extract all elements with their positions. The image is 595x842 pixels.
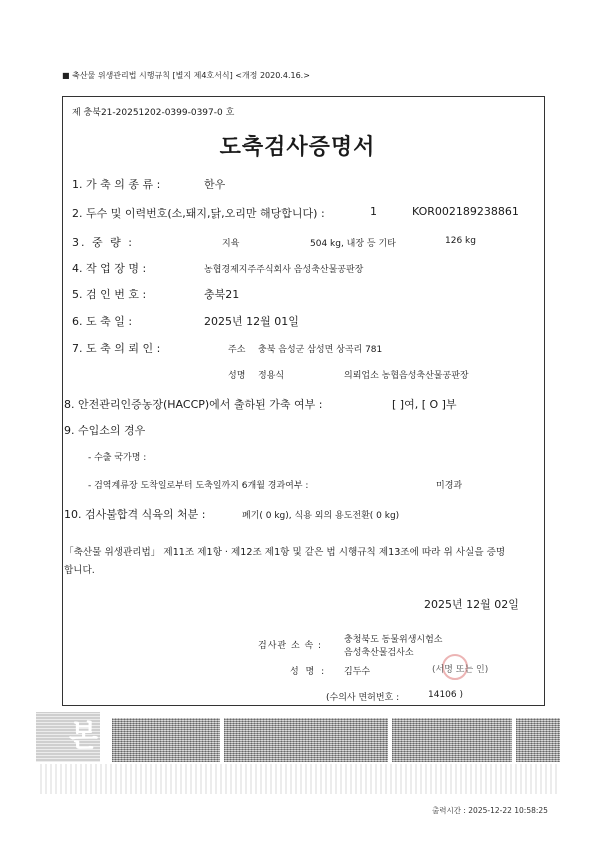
item-2-count: 1 [370, 205, 377, 218]
certification-text-line-2: 합니다. [64, 565, 95, 576]
item-2-trace-number: KOR002189238861 [412, 205, 519, 218]
item-6-value: 2025년 12월 01일 [204, 315, 299, 328]
security-pattern-3 [392, 718, 512, 762]
item-7-address-label: 주소 [228, 345, 246, 355]
license-label: (수의사 면허번호 : [326, 693, 400, 703]
original-mark: 본 [36, 712, 100, 762]
item-7-name-label: 성명 [228, 371, 246, 381]
item-7-address: 충북 음성군 삼성면 상곡리 781 [258, 345, 383, 355]
item-8-label: 8. 안전관리인증농장(HACCP)에서 출하된 가축 여부 : [64, 398, 323, 411]
item-9-label: 9. 수입소의 경우 [64, 424, 146, 437]
item-2-label: 2. 두수 및 이력번호(소,돼지,닭,오리만 해당합니다) : [72, 207, 325, 220]
item-10-value: 폐기( 0 kg), 식용 외의 용도전환( 0 kg) [242, 511, 400, 521]
seal-caption: (서명 또는 인) [432, 665, 489, 675]
inspector-org-line-2: 음성축산물검사소 [344, 648, 414, 658]
certification-text-line-1: 「축산물 위생관리법」 제11조 제1항 · 제12조 제1항 및 같은 법 시행규칙 제13조에 따라 위 사실을 증명 [64, 547, 506, 558]
item-1-label: 1. 가 축 의 종 류 : [72, 178, 161, 191]
item-3-label: 3. 중 량 : [72, 236, 134, 249]
item-6-label: 6. 도 축 일 : [72, 315, 133, 328]
watermark-wave [40, 764, 560, 794]
item-3-other-weight: 126 kg [445, 236, 476, 246]
issue-date: 2025년 12월 02일 [424, 598, 519, 611]
item-3-carcass-weight: 504 kg, 내장 등 기타 [310, 239, 396, 249]
item-5-value: 충북21 [204, 288, 240, 301]
item-8-value: [ ]여, [ O ]부 [392, 398, 457, 411]
form-header: ■ 축산물 위생관리법 시행규칙 [별지 제4호서식] <개정 2020.4.16.> [62, 71, 310, 80]
item-4-value: 농협경제지주주식회사 음성축산물공판장 [204, 265, 364, 275]
item-5-label: 5. 검 인 번 호 : [72, 288, 147, 301]
item-9-export-country: - 수출 국가명 : [88, 453, 147, 463]
inspector-org-line-1: 충청북도 동물위생시험소 [344, 635, 443, 645]
license-number: 14106 ) [428, 690, 464, 700]
inspector-org-label: 검사관 소 속 : [258, 641, 323, 651]
item-9-quarantine-value: 미경과 [436, 481, 463, 491]
print-timestamp: 출력시간 : 2025-12-22 10:58:25 [432, 806, 548, 815]
item-7-label: 7. 도 축 의 뢰 인 : [72, 342, 161, 355]
document-number: 제 충북21-20251202-0399-0397-0 호 [72, 108, 235, 118]
inspector-name: 김두수 [344, 667, 371, 677]
item-4-label: 4. 작 업 장 명 : [72, 262, 147, 275]
item-9-quarantine: - 검역계류장 도착일로부터 도축일까지 6개월 경과여부 : [88, 481, 309, 491]
item-7-business: 의뢰업소 농협음성축산물공판장 [344, 371, 469, 381]
inspector-name-label: 성 명 : [290, 667, 327, 677]
document-title: 도축검사증명서 [219, 135, 376, 160]
item-10-label: 10. 검사불합격 식육의 처분 : [64, 508, 206, 521]
item-7-name: 정용식 [258, 371, 285, 381]
security-pattern-2 [224, 718, 388, 762]
item-1-value: 한우 [204, 178, 226, 191]
item-3-carcass: 지육 [222, 239, 240, 249]
security-pattern-1 [112, 718, 220, 762]
security-pattern-4 [516, 718, 560, 762]
